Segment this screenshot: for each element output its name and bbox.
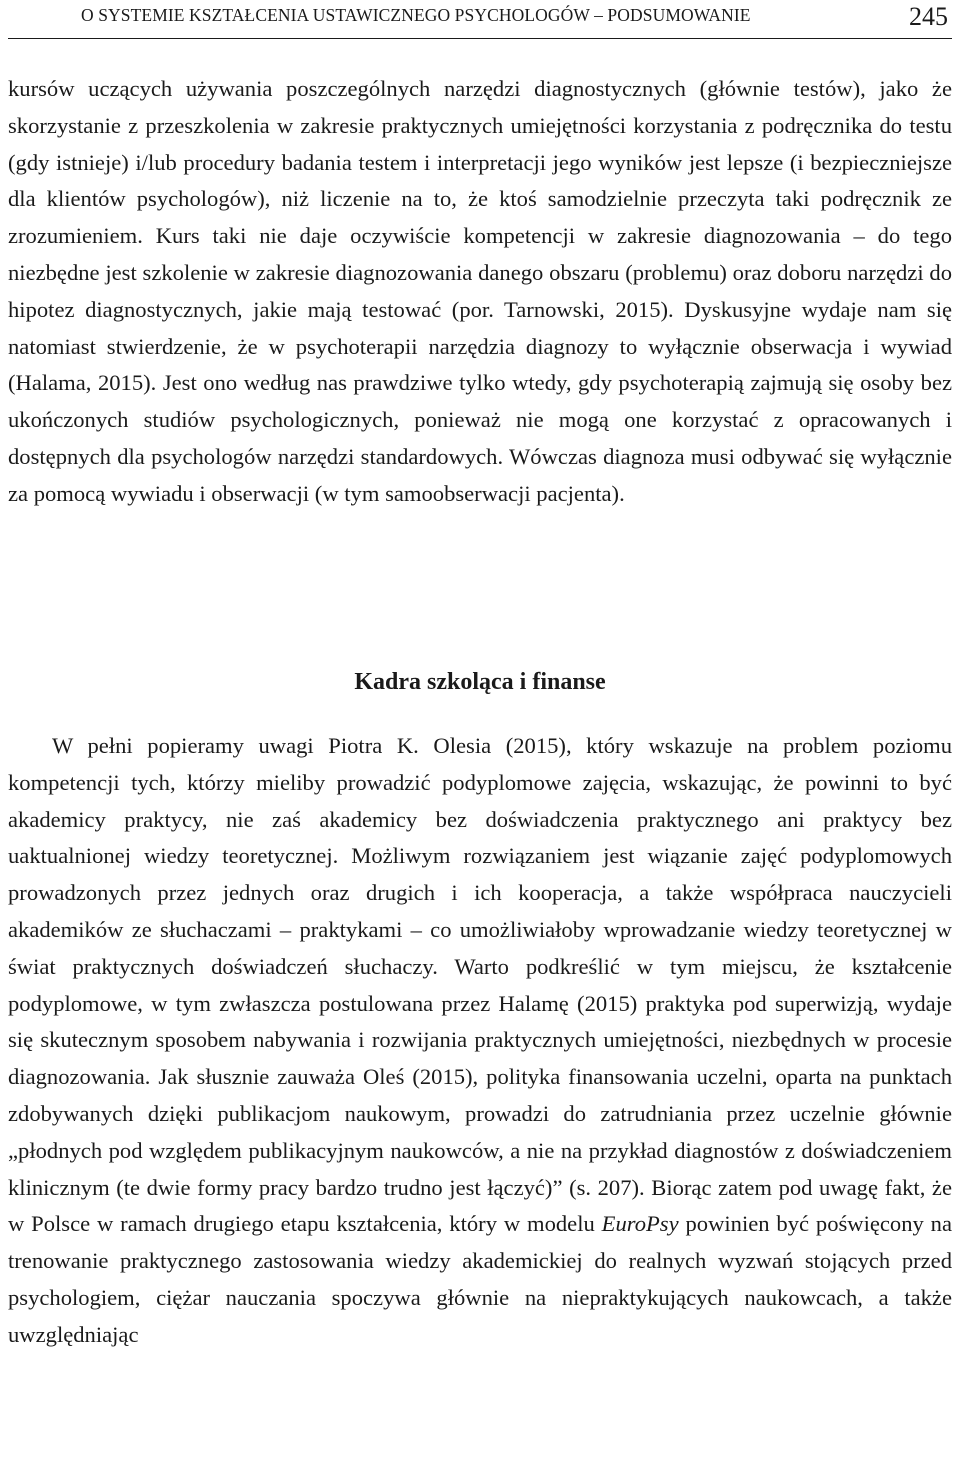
running-header: [8, 0, 952, 39]
page-number: 245: [909, 2, 948, 31]
paragraph-text-part: W pełni popieramy uwagi Piotra K. Olesia (2015), który wskazuje na problem poziomu kompetencji tych, którzy mieliby prowadzić podyplomowe zajęcia, wskazując, że powinni to być akademicy praktycy, nie zaś akademicy bez doświadczenia praktycznego ani praktycy bez uaktualnionej wiedzy teoretycznej. Możliwym rozwiązaniem jest wiązanie zajęć podyplomowych prowadzonych przez jednych oraz drugich i ich kooperacja, a także współpraca nauczycieli akademików ze słuchaczami – praktykami – co umożliwiałoby wprowadzanie wiedzy teoretycznej w świat praktycznych doświadczeń słuchaczy. Warto podkreślić w tym miejscu, że kształcenie podyplomowe, w tym zwłaszcza postulowana przez Halamę (2015) praktyka pod superwizją, wydaje się skutecznym sposobem nabywania i rozwijania praktycznych umiejętności, niezbędnych w procesie diagnozowania. Jak słusznie zauważa Oleś (2015), polityka finansowania uczelni, oparta na punktach zdobywanych dzięki publikacjom naukowym, prowadzi do zatrudniania przez uczelnie głównie „płodnych pod względem publikacyjnym naukowców, a nie na przykład diagnostów z doświadczeniem klinicznym (te dwie formy pracy bardzo trudno jest łączyć)” (s. 207). Biorąc zatem pod uwagę fakt, że w Polsce w ramach drugiego etapu kształcenia, który w modelu: [8, 733, 952, 1237]
paragraph-text: [8, 728, 952, 1354]
body-paragraph-2: [8, 728, 952, 1354]
paragraph-text-part: powinien być poświęcony na trenowanie praktycznego zastosowania wiedzy akademickiej do realnych wyzwań stojących przed psychologiem, ciężar nauczania spoczywa głównie na niepraktykujących naukowcach, a także uwzględniając: [8, 1211, 953, 1347]
running-title: O SYSTEMIE KSZTAŁCENIA USTAWICZNEGO PSYCHOLOGÓW – PODSUMOWANIE: [81, 5, 751, 25]
italic-term: EuroPsy: [601, 1211, 679, 1237]
paragraph-text: kursów uczących używania poszczególnych narzędzi diagnostycznych (głównie testów), jako że skorzystanie z przeszkolenia w zakresie praktycznych umiejętności korzystania z podręcznika do testu (gdy istnieje) i/lub procedury badania testem i interpretacji jego wyników jest lepsze (i bezpieczniejsze dla klientów psychologów), niż liczenie na to, że ktoś samodzielnie przeczyta taki podręcznik ze zrozumieniem. Kurs taki nie daje oczywiście kompetencji w zakresie diagnozowania – do tego niezbędne jest szkolenie w zakresie diagnozowania danego obszaru (problemu) oraz doboru narzędzi do hipotez diagnostycznych, jakie mają testować (por. Tarnowski, 2015). Dyskusyjne wydaje nam się natomiast stwierdzenie, że w psychoterapii narzędzia diagnozy to wyłącznie obserwacja i wywiad (Halama, 2015). Jest ono według nas prawdziwe tylko wtedy, gdy psychoterapią zajmują się osoby bez ukończonych studiów psychologicznych, ponieważ nie mogą one korzystać z opracowanych i dostępnych dla psychologów narzędzi standardowych. Wówczas diagnoza musi odbywać się wyłącznie za pomocą wywiadu i obserwacji (w tym samoobserwacji pacjenta).: [8, 76, 952, 506]
body-paragraph-1: [8, 71, 952, 513]
section-heading: Kadra szkoląca i finanse: [354, 669, 606, 695]
